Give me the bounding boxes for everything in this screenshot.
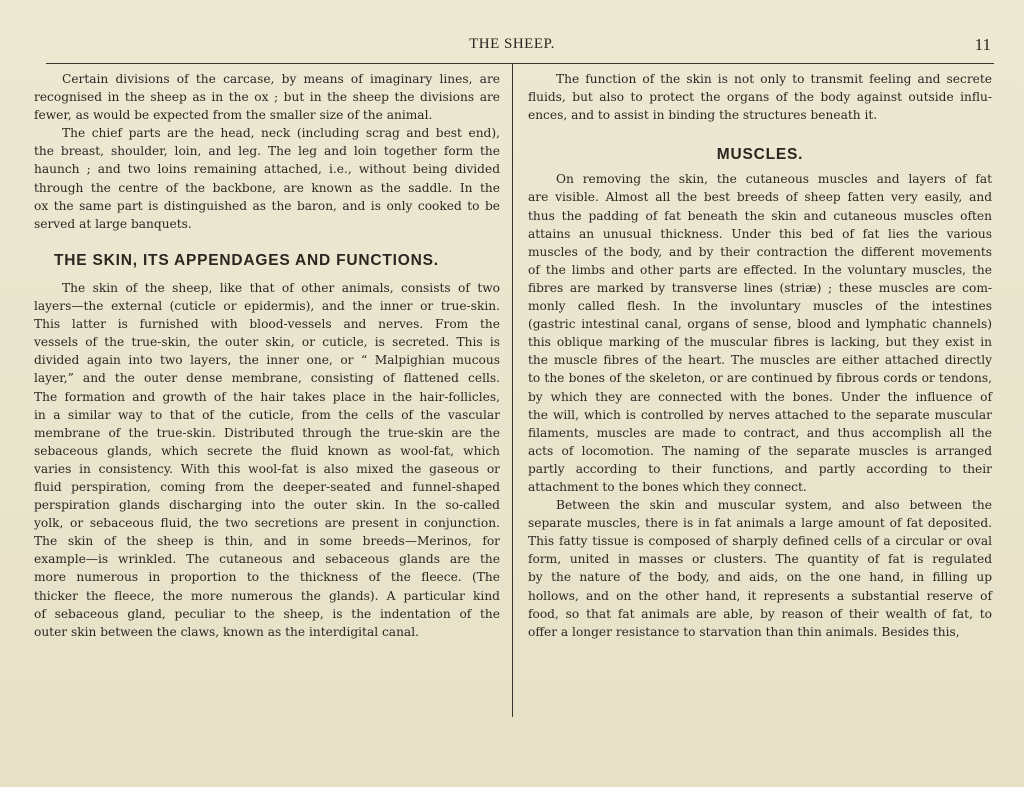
- text-line: This latter is furnished with blood-vessels and nerves. From the: [34, 317, 500, 332]
- text-line: to the bones of the skeleton, or are continued by fibrous cords or tendons,: [528, 371, 992, 386]
- text-line: example—is wrinkled. The cutaneous and sebaceous glands are the: [34, 552, 500, 567]
- text-line: filaments, muscles are made to contract, and thus accomplish all the: [528, 425, 992, 440]
- text-line: yolk, or sebaceous fluid, the two secretions are present in conjunction.: [34, 516, 500, 531]
- running-head: [0, 36, 1024, 56]
- text-line: muscles of the body, and by their contraction the different movements: [528, 244, 992, 259]
- text-line: The formation and growth of the hair takes place in the hair-follicles,: [34, 389, 500, 404]
- text-line: membrane of the true-skin. Distributed through the true-skin are the: [34, 425, 500, 440]
- text-line: On removing the skin, the cutaneous muscles and layers of fat: [556, 172, 992, 187]
- text-line: attachment to the bones which they connect.: [528, 479, 807, 494]
- text-line: outer skin between the claws, known as the interdigital canal.: [34, 624, 419, 639]
- text-line: offer a longer resistance to starvation than thin animals. Besides this,: [528, 624, 960, 639]
- section-heading-skin: THE SKIN, ITS APPENDAGES AND FUNCTIONS.: [54, 251, 439, 269]
- text-line: separate muscles, there is in fat animals a large amount of fat deposited.: [528, 516, 992, 531]
- text-line: monly called flesh. In the involuntary muscles of the intestines: [528, 299, 992, 314]
- text-line: layers—the external (cuticle or epidermis), and the inner or true-skin.: [34, 299, 500, 314]
- text-line: divided again into two layers, the inner one, or “ Malpighian mucous: [34, 353, 500, 368]
- text-line: of sebaceous gland, peculiar to the sheep, is the indentation of the: [34, 606, 500, 621]
- text-line: fibres are marked by transverse lines (striæ) ; these muscles are com-: [528, 280, 992, 295]
- text-line: The chief parts are the head, neck (including scrag and best end),: [62, 126, 500, 141]
- text-line: The function of the skin is not only to transmit feeling and secrete: [556, 72, 992, 86]
- left-column: [34, 70, 500, 641]
- text-line: thicker the fleece, the more numerous the glands). A particular kind: [34, 588, 500, 603]
- text-line: fluid perspiration, coming from the deeper-seated and funnel-shaped: [34, 479, 500, 494]
- text-line: partly according to their functions, and partly according to their: [528, 461, 992, 476]
- text-line: Between the skin and muscular system, and also between the: [556, 498, 992, 513]
- text-line: (gastric intestinal canal, organs of sense, blood and lymphatic channels): [528, 317, 992, 332]
- text-line: ox the same part is distinguished as the baron, and is only cooked to be: [34, 198, 500, 213]
- paragraph-skin-layers: [34, 279, 500, 641]
- page-number: 11: [974, 35, 991, 54]
- text-line: attains an unusual thickness. Under this bed of fat lies the various: [528, 226, 992, 241]
- column-divider: [512, 63, 513, 717]
- text-line: served at large banquets.: [34, 216, 192, 231]
- text-line: varies in consistency. With this wool-fat is also mixed the gaseous or: [34, 461, 500, 476]
- header-rule: [46, 63, 994, 64]
- text-line: haunch ; and two loins remaining attached, i.e., without being divided: [34, 162, 500, 177]
- text-line: ences, and to assist in binding the structures beneath it.: [528, 108, 878, 123]
- text-line: This fatty tissue is composed of sharply defined cells of a circular or oval: [528, 534, 992, 549]
- paragraph-carcase-divisions: [34, 70, 500, 124]
- text-line: more numerous in proportion to the thickness of the fleece. (The: [34, 570, 500, 585]
- paragraph-fat-tissue: [528, 496, 992, 641]
- text-line: are visible. Almost all the best breeds of sheep fatten very easily, and: [528, 190, 992, 205]
- text-line: food, so that fat animals are able, by reason of their wealth of fat, to: [528, 606, 992, 621]
- text-line: sebaceous glands, which secrete the fluid known as wool-fat, which: [34, 443, 500, 458]
- running-title: THE SHEEP.: [469, 36, 555, 52]
- text-line: this oblique marking of the muscular fibres is lacking, but they exist in: [528, 335, 992, 350]
- text-line: by the nature of the body, and aids, on the one hand, in filling up: [528, 570, 992, 585]
- text-line: in a similar way to that of the cuticle, from the cells of the vascular: [34, 407, 500, 422]
- text-line: form, united in masses or clusters. The quantity of fat is regulated: [528, 552, 992, 567]
- section-heading-muscles: MUSCLES.: [716, 146, 804, 164]
- paragraph-skin-function: [528, 70, 992, 124]
- paragraph-chief-parts: [34, 124, 500, 233]
- text-line: The skin of the sheep is thin, and in some breeds—Merinos, for: [34, 534, 500, 549]
- text-line: hollows, and on the other hand, it represents a substantial reserve of: [528, 588, 992, 603]
- text-line: the breast, shoulder, loin, and leg. The leg and loin together form the: [34, 144, 500, 159]
- right-column: [528, 70, 992, 641]
- text-line: thus the padding of fat beneath the skin and cutaneous muscles often: [528, 208, 992, 223]
- paragraph-muscles: [528, 170, 992, 496]
- text-line: through the centre of the backbone, are known as the saddle. In the: [34, 180, 500, 195]
- text-line: acts of locomotion. The naming of the separate muscles is arranged: [528, 443, 992, 458]
- text-line: by which they are connected with the bones. Under the influence of: [528, 389, 992, 404]
- text-line: the muscle fibres of the heart. The muscles are either attached directly: [528, 353, 992, 368]
- text-line: vessels of the true-skin, the outer skin, or cuticle, is secreted. This is: [34, 335, 500, 350]
- text-line: perspiration glands discharging into the outer skin. In the so-called: [34, 498, 500, 513]
- text-line: fewer, as would be expected from the smaller size of the animal.: [34, 108, 433, 123]
- text-line: of the limbs and other parts are effected. In the voluntary muscles, the: [528, 262, 992, 277]
- text-line: the will, which is controlled by nerves attached to the separate muscular: [528, 407, 992, 422]
- text-line: fluids, but also to protect the organs of the body against outside influ-: [528, 90, 992, 105]
- text-line: The skin of the sheep, like that of other animals, consists of two: [62, 280, 500, 295]
- text-line: Certain divisions of the carcase, by means of imaginary lines, are: [62, 72, 500, 86]
- text-line: layer,” and the outer dense membrane, consisting of flattened cells.: [34, 371, 500, 386]
- text-line: recognised in the sheep as in the ox ; but in the sheep the divisions are: [34, 90, 500, 105]
